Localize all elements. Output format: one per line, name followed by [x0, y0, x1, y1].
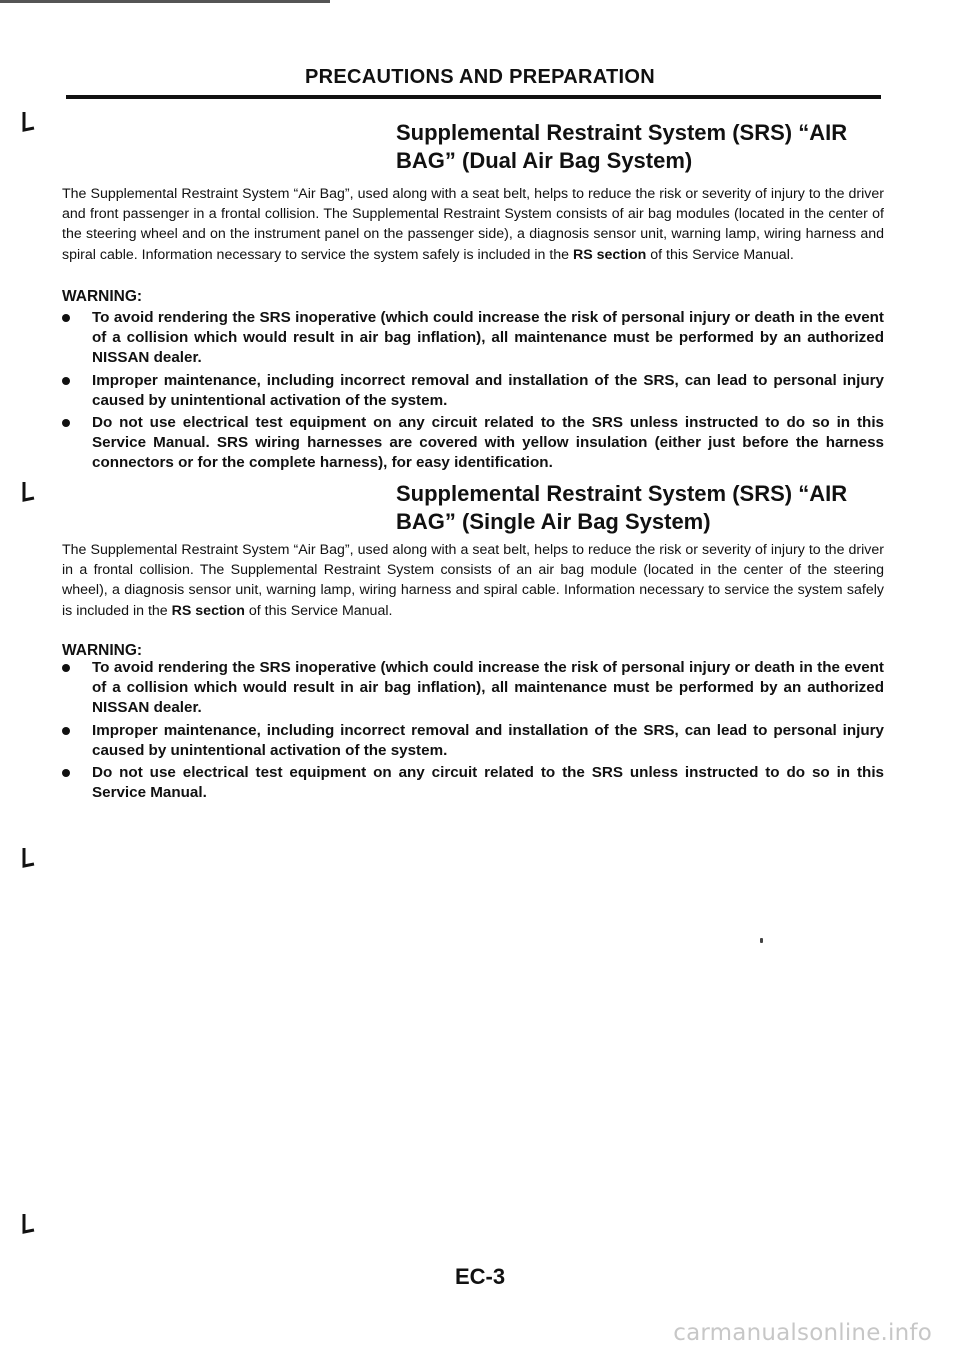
section-title-line2: BAG” (Dual Air Bag System) [396, 148, 693, 173]
body-text: The Supplemental Restraint System “Air Bag”, used along with a seat belt, helps to reduce the risk or severity of injury to the driver and front passenger in a frontal collision. The Supplemental Restraint System consists of air bag modules (located in the center of the steering wheel and on the instrument panel on the passenger side), a diagnosis sensor unit, warning lamp, wiring harness and spiral cable. Information necessary to service the system safely is included in the [62, 186, 884, 263]
section-title-single [396, 480, 847, 536]
watermark-text: carmanualsonline.info [673, 1320, 932, 1346]
header-title: PRECAUTIONS AND PREPARATION [305, 66, 655, 88]
top-edge-line [0, 0, 330, 3]
warning-list-single [62, 658, 884, 805]
section-title-line1: Supplemental Restraint System (SRS) “AIR [396, 120, 848, 145]
section-title-dual [396, 119, 847, 175]
warning-item [62, 763, 884, 803]
binder-hook-icon [20, 480, 36, 506]
warning-text: Do not use electrical test equipment on any circuit related to the SRS unless instructed to do so in this Service Manual. SRS wiring harnesses are covered with yellow insulation (either just before the harness connectors or for the complete harness), for easy identification. [92, 414, 884, 472]
rs-section-ref: RS section [573, 246, 647, 263]
section-title-line2: BAG” (Single Air Bag System) [396, 509, 711, 534]
page-number: EC-3 [454, 1264, 506, 1289]
warning-item [62, 371, 884, 411]
warning-label: WARNING: [62, 642, 143, 659]
warning-item [62, 308, 884, 369]
bullet-icon [62, 769, 70, 777]
rs-section-ref: RS section [171, 602, 245, 619]
binder-hook-icon [20, 110, 36, 136]
page-header [0, 66, 960, 89]
body-text: of this Service Manual. [244, 602, 393, 619]
warning-text: To avoid rendering the SRS inoperative (which could increase the risk of personal injury or death in the event of a collision which would result in air bag inflation), all maintenance must be performed by an authorized NISSAN dealer. [92, 659, 884, 717]
body-text: of this Service Manual. [646, 246, 794, 263]
bullet-icon [62, 314, 70, 322]
warning-text: Do not use electrical test equipment on any circuit related to the SRS unless instructed to do so in this Service Manual. [92, 764, 884, 802]
scan-speck [760, 938, 763, 943]
warning-item [62, 721, 884, 761]
section-body-single [62, 540, 884, 621]
warning-text: To avoid rendering the SRS inoperative (which could increase the risk of personal injury or death in the event of a collision which would result in air bag inflation), all maintenance must be performed by an authorized NISSAN dealer. [92, 309, 884, 367]
warning-item [62, 413, 884, 474]
binder-hook-icon [20, 1212, 36, 1238]
warning-text: Improper maintenance, including incorrect removal and installation of the SRS, can lead to personal injury caused by unintentional activation of the system. [92, 721, 884, 759]
warning-label: WARNING: [62, 288, 143, 305]
binder-hook-icon [20, 846, 36, 872]
bullet-icon [62, 419, 70, 427]
bullet-icon [62, 727, 70, 735]
bullet-icon [62, 664, 70, 672]
body-text: The Supplemental Restraint System “Air Bag”, used along with a seat belt, helps to reduce the risk or severity of injury to the driver in a frontal collision. The Supplemental Restraint System consists of an air bag module (located in the center of the steering wheel), a diagnosis sensor unit, warning lamp, wiring harness and spiral cable. Information necessary to service the system safely is included in the [62, 542, 884, 619]
section-body-dual [62, 184, 884, 265]
warning-text: Improper maintenance, including incorrect removal and installation of the SRS, can lead to personal injury caused by unintentional activation of the system. [92, 371, 884, 409]
warning-list-dual [62, 308, 884, 476]
bullet-icon [62, 377, 70, 385]
section-title-line1: Supplemental Restraint System (SRS) “AIR [396, 481, 848, 506]
header-rule [66, 95, 881, 99]
warning-item [62, 658, 884, 719]
